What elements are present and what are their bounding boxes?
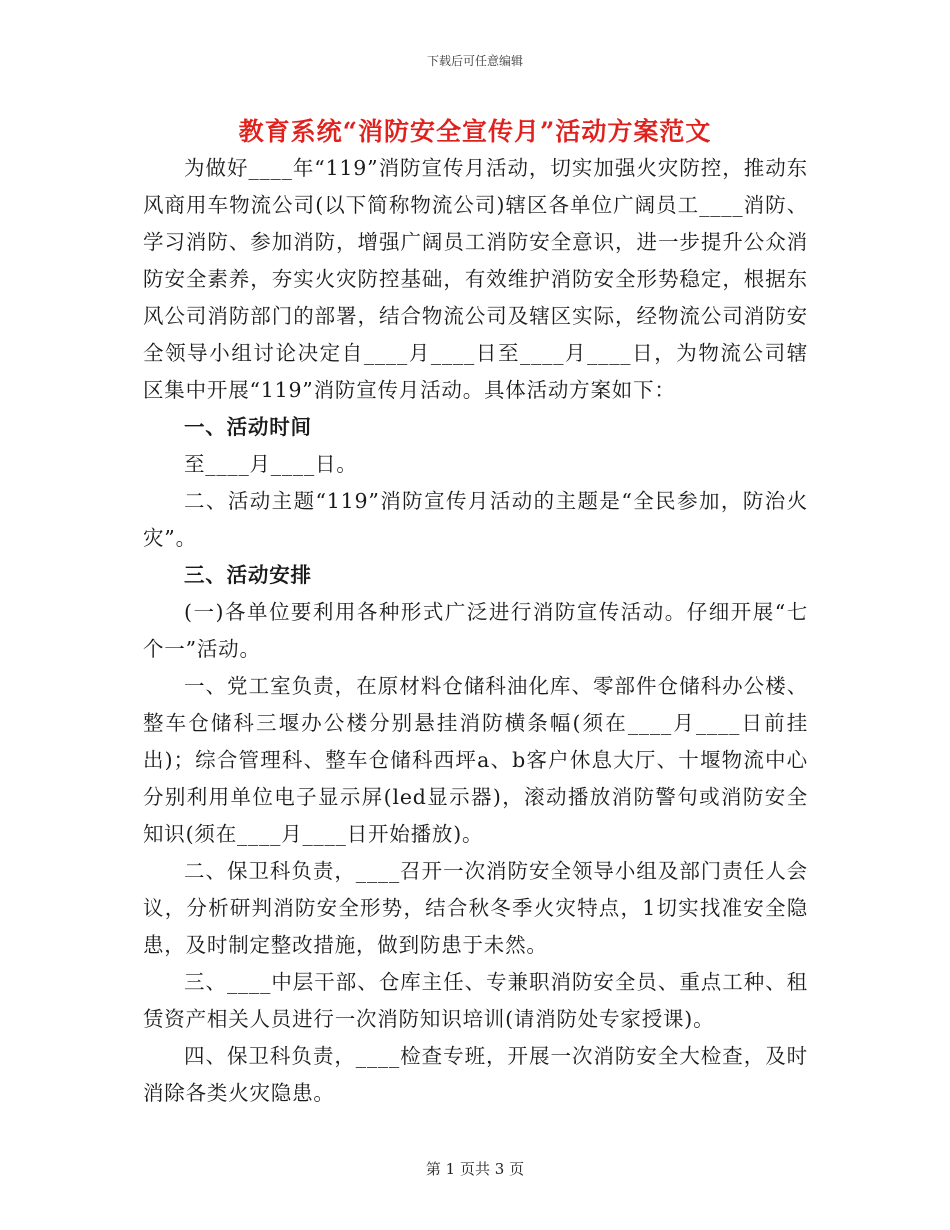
document-title: 教育系统“消防安全宣传月”活动方案范文 [238, 117, 712, 146]
header-note: 下载后可任意编辑 [426, 54, 523, 68]
item-3-paragraph: 三、____中层干部、仓库主任、专兼职消防安全员、重点工种、租赁资产相关人员进行一次消防知识培训(请消防处专家授课)。 [143, 970, 808, 1031]
document-body [143, 150, 808, 1112]
section-heading-arrangement: 三、活动安排 [184, 563, 312, 587]
section-heading-time: 一、活动时间 [184, 415, 312, 439]
intro-paragraph: 为做好____年“119”消防宣传月活动，切实加强火灾防控，推动东风商用车物流公司(以下简称物流公司)辖区各单位广阔员工____消防、学习消防、参加消防，增强广阔员工消防安全意识，进一步提升公众消防安全素养，夯实火灾防控基础，有效维护消防安全形势稳定，根据东风公司消防部门的部署，结合物流公司及辖区实际，经物流公司消防安全领导小组讨论决定自____月____日至____月____日，为物流公司辖区集中开展“119”消防宣传月活动。具体活动方案如下： [143, 156, 808, 402]
item-4-paragraph: 四、保卫科负责，____检查专班，开展一次消防安全大检查，及时消除各类火灾隐患。 [143, 1044, 808, 1105]
page-footer: 第 1 页共 3 页 [425, 1160, 525, 1178]
arrangement-intro-paragraph: (一)各单位要利用各种形式广泛进行消防宣传活动。仔细开展“七个一”活动。 [143, 600, 808, 661]
time-paragraph: 至____月____日。 [184, 452, 358, 476]
item-2-paragraph: 二、保卫科负责，____召开一次消防安全领导小组及部门责任人会议，分析研判消防安全形势，结合秋冬季火灾特点，1切实找准安全隐患，及时制定整改措施，做到防患于未然。 [143, 859, 808, 957]
item-1-paragraph: 一、党工室负责，在原材料仓储科油化库、零部件仓储科办公楼、整车仓储科三堰办公楼分别悬挂消防横条幅(须在____月____日前挂出)；综合管理科、整车仓储科西坪a、b客户休息大厅、十堰物流中心分别利用单位电子显示屏(led显示器)，滚动播放消防警句或消防安全知识(须在____月____日开始播放)。 [143, 674, 808, 846]
theme-paragraph: 二、活动主题“119”消防宣传月活动的主题是“全民参加，防治火灾”。 [143, 489, 808, 550]
